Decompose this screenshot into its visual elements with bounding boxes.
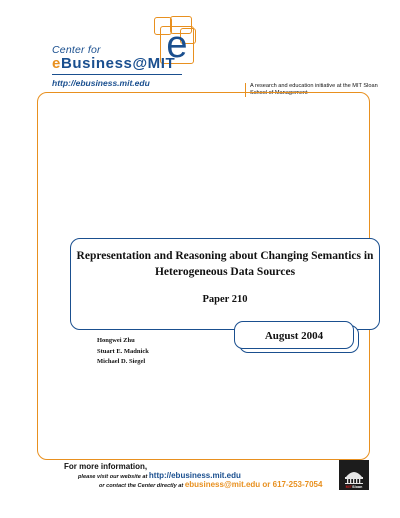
mit-label: MIT [345, 485, 353, 489]
footer-visit-line [78, 471, 241, 480]
author-name: Hongwei Zhu [97, 337, 135, 344]
logo-ebusiness-wordmark [52, 55, 175, 72]
logo-wordmark-rest: Business@MIT [60, 55, 176, 72]
mit-sloan-logo [339, 460, 369, 490]
logo-big-e: e [166, 24, 188, 66]
footer-visit-url[interactable]: http://ebusiness.mit.edu [148, 471, 241, 480]
author-list [97, 336, 149, 368]
paper-date: August 2004 [264, 330, 324, 342]
footer-contact-detail[interactable]: ebusiness@mit.edu or 617-253-7054 [184, 480, 323, 489]
logo-rule [52, 74, 182, 75]
paper-number: Paper 210 [202, 294, 248, 305]
footer-more-info: For more information, [64, 462, 148, 471]
paper-title: Representation and Reasoning about Changing Semantics in Heterogeneous Data Sources [76, 250, 374, 278]
footer-contact-line [99, 480, 322, 489]
author-name: Michael D. Siegel [97, 358, 146, 365]
logo-url[interactable]: http://ebusiness.mit.edu [52, 78, 150, 88]
author-name: Stuart E. Madnick [97, 347, 149, 355]
logo-wordmark-e: e [52, 55, 61, 72]
mit-sloan-label [339, 485, 369, 489]
logo-center-for: Center for [52, 44, 101, 56]
footer-contact-prefix: or contact the Center directly at [99, 483, 184, 489]
sloan-label: Sloan [352, 485, 363, 489]
initiative-note: A research and education initiative at the MIT Sloan School of Management [245, 83, 378, 97]
footer-visit-prefix: please visit our website at [78, 474, 148, 480]
